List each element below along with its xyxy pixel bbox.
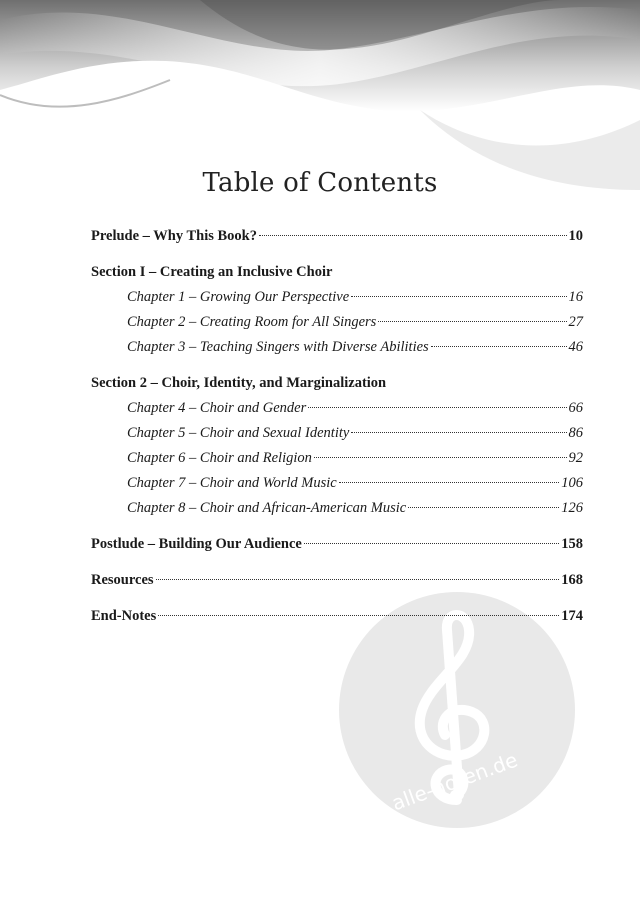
- dot-leader: [304, 543, 559, 544]
- table-of-contents: [91, 224, 583, 629]
- header-decoration: [0, 0, 640, 190]
- toc-entry-chapter-7[interactable]: [91, 471, 583, 496]
- toc-entry-label: Chapter 3 – Teaching Singers with Diverse Abilities: [127, 339, 429, 355]
- toc-entry-chapter-2[interactable]: [91, 310, 583, 335]
- toc-entry-page: 66: [568, 400, 583, 416]
- toc-entry-chapter-3[interactable]: [91, 335, 583, 360]
- toc-entry-label: Chapter 7 – Choir and World Music: [127, 475, 337, 491]
- toc-entry-label: Chapter 4 – Choir and Gender: [127, 400, 307, 416]
- dot-leader: [158, 615, 559, 616]
- dot-leader: [351, 296, 566, 297]
- toc-entry-page: 16: [568, 289, 583, 305]
- toc-entry-label: Chapter 2 – Creating Room for All Singers: [127, 314, 377, 330]
- toc-entry-page: 126: [561, 500, 583, 516]
- dot-leader: [308, 407, 566, 408]
- toc-entry-page: 92: [568, 450, 583, 466]
- toc-entry-label: Chapter 8 – Choir and African-American Music: [127, 500, 407, 516]
- toc-entry-page: 174: [561, 608, 583, 624]
- toc-entry-page: 158: [561, 536, 583, 552]
- toc-entry-label: Prelude – Why This Book?: [91, 228, 257, 244]
- dot-leader: [156, 579, 560, 580]
- toc-entry-page: 106: [561, 475, 583, 491]
- dot-leader: [408, 507, 559, 508]
- toc-entry-label: Postlude – Building Our Audience: [91, 536, 302, 552]
- toc-entry-postlude[interactable]: [91, 532, 583, 557]
- watermark-text: alle-noten.de: [388, 747, 521, 816]
- section-heading-1: Section I – Creating an Inclusive Choir: [91, 264, 333, 280]
- toc-entry-page: 168: [561, 572, 583, 588]
- toc-entry-chapter-8[interactable]: [91, 496, 583, 521]
- toc-entry-label: Chapter 6 – Choir and Religion: [127, 450, 312, 466]
- toc-entry-chapter-4[interactable]: [91, 396, 583, 421]
- toc-entry-label: Resources: [91, 572, 154, 588]
- toc-entry-chapter-6[interactable]: [91, 446, 583, 471]
- dot-leader: [351, 432, 566, 433]
- toc-entry-page: 27: [568, 314, 583, 330]
- toc-entry-label: Chapter 1 – Growing Our Perspective: [127, 289, 350, 305]
- toc-entry-page: 86: [568, 425, 583, 441]
- toc-entry-chapter-1[interactable]: [91, 285, 583, 310]
- page-title: Table of Contents: [202, 168, 438, 198]
- toc-entry-chapter-5[interactable]: [91, 421, 583, 446]
- dot-leader: [314, 457, 567, 458]
- toc-entry-page: 46: [568, 339, 583, 355]
- dot-leader: [259, 235, 567, 236]
- toc-entry-label: End-Notes: [91, 608, 157, 624]
- toc-entry-label: Chapter 5 – Choir and Sexual Identity: [127, 425, 350, 441]
- section-heading-2: Section 2 – Choir, Identity, and Marginalization: [91, 375, 387, 391]
- toc-entry-resources[interactable]: [91, 568, 583, 593]
- dot-leader: [378, 321, 566, 322]
- toc-entry-prelude[interactable]: [91, 224, 583, 249]
- dot-leader: [431, 346, 567, 347]
- toc-entry-page: 10: [568, 228, 583, 244]
- dot-leader: [339, 482, 560, 483]
- toc-entry-end-notes[interactable]: [91, 604, 583, 629]
